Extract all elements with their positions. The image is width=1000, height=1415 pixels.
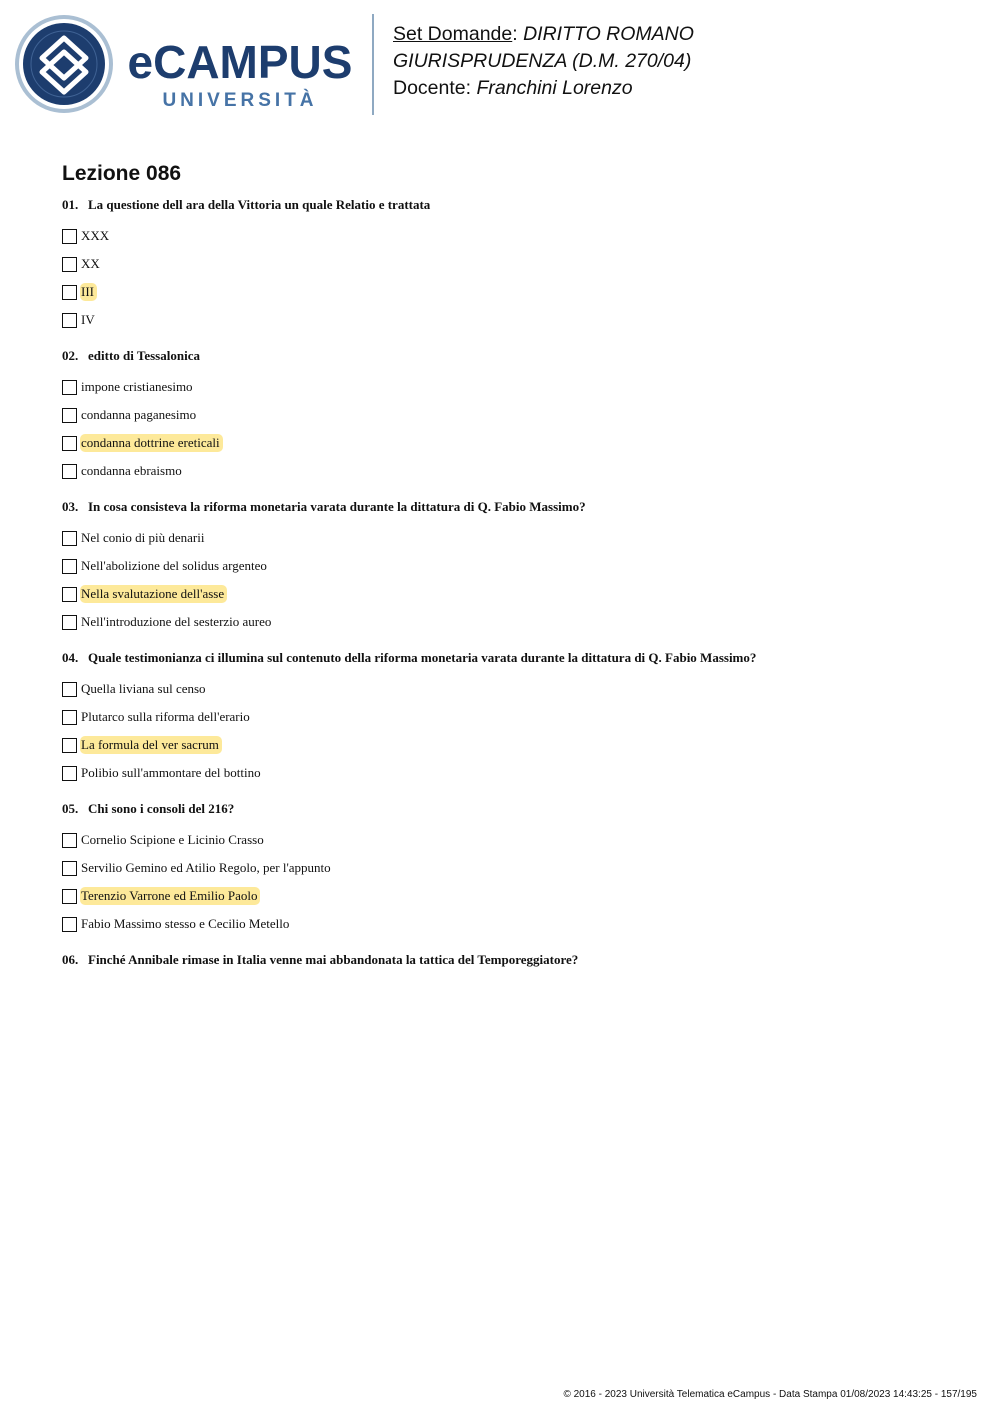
answer-checkbox[interactable] bbox=[62, 531, 77, 546]
answer-option[interactable] bbox=[62, 457, 962, 485]
question-text: La questione dell ara della Vittoria un quale Relatio e trattata bbox=[88, 197, 431, 212]
logo-name: eCAMPUS bbox=[127, 36, 353, 88]
question-4 bbox=[62, 649, 962, 787]
teacher-line bbox=[393, 75, 694, 102]
question-text: Quale testimonianza ci illumina sul contenuto della riforma monetaria varata durante la dittatura di Q. Fabio Massimo? bbox=[88, 650, 757, 665]
answer-text-highlighted: La formula del ver sacrum bbox=[80, 736, 222, 754]
answer-checkbox[interactable] bbox=[62, 889, 77, 904]
question-number: 03. bbox=[62, 499, 79, 514]
question-number: 05. bbox=[62, 801, 79, 816]
header-info bbox=[393, 21, 694, 102]
answer-text: Plutarco sulla riforma dell'erario bbox=[81, 709, 250, 724]
set-line: Set Domande: DIRITTO ROMANO bbox=[393, 23, 694, 45]
answer-text-highlighted: III bbox=[80, 283, 97, 301]
answer-checkbox[interactable] bbox=[62, 682, 77, 697]
answer-option[interactable] bbox=[62, 401, 962, 429]
ecampus-logo-graphic bbox=[14, 14, 359, 116]
question-heading bbox=[62, 498, 962, 516]
question-number: 01. bbox=[62, 197, 79, 212]
lesson-title: Lezione 086 bbox=[62, 162, 182, 185]
question-5 bbox=[62, 800, 962, 938]
set-label: Set Domande bbox=[393, 23, 513, 45]
answer-text: IV bbox=[81, 312, 95, 327]
answer-text: Nell'abolizione del solidus argenteo bbox=[81, 558, 267, 573]
answer-text: condanna paganesimo bbox=[81, 407, 197, 422]
answer-text: XXX bbox=[81, 228, 110, 243]
answer-option[interactable] bbox=[62, 826, 962, 854]
answer-text-highlighted: Terenzio Varrone ed Emilio Paolo bbox=[80, 887, 260, 905]
answer-option[interactable] bbox=[62, 731, 962, 759]
answer-checkbox[interactable] bbox=[62, 833, 77, 848]
answer-option[interactable] bbox=[62, 580, 962, 608]
question-heading bbox=[62, 196, 962, 214]
answer-text: impone cristianesimo bbox=[81, 379, 193, 394]
answer-checkbox[interactable] bbox=[62, 464, 77, 479]
question-3 bbox=[62, 498, 962, 636]
question-text: editto di Tessalonica bbox=[88, 348, 200, 363]
question-heading bbox=[62, 649, 962, 667]
answer-checkbox[interactable] bbox=[62, 257, 77, 272]
answer-option[interactable] bbox=[62, 910, 962, 938]
question-text: In cosa consisteva la riforma monetaria varata durante la dittatura di Q. Fabio Massimo? bbox=[88, 499, 586, 514]
answer-option[interactable] bbox=[62, 854, 962, 882]
teacher-label: Docente: bbox=[393, 77, 472, 99]
question-heading bbox=[62, 800, 962, 818]
answer-text: XX bbox=[81, 256, 100, 271]
answer-checkbox[interactable] bbox=[62, 380, 77, 395]
answer-option[interactable] bbox=[62, 608, 962, 636]
answer-text-highlighted: Nella svalutazione dell'asse bbox=[80, 585, 227, 603]
answer-checkbox[interactable] bbox=[62, 408, 77, 423]
ecampus-logo bbox=[14, 14, 359, 116]
answer-checkbox[interactable] bbox=[62, 229, 77, 244]
questions-list bbox=[62, 196, 962, 982]
set-value: DIRITTO ROMANO bbox=[523, 23, 694, 45]
answer-option[interactable] bbox=[62, 703, 962, 731]
answer-checkbox[interactable] bbox=[62, 559, 77, 574]
answer-text: condanna ebraismo bbox=[81, 463, 182, 478]
question-text: Finché Annibale rimase in Italia venne mai abbandonata la tattica del Temporeggiatore? bbox=[88, 952, 579, 967]
answer-text: Fabio Massimo stesso e Cecilio Metello bbox=[81, 916, 290, 931]
question-number: 04. bbox=[62, 650, 79, 665]
answer-text-highlighted: condanna dottrine ereticali bbox=[80, 434, 223, 452]
question-heading bbox=[62, 347, 962, 365]
answer-text: Cornelio Scipione e Licinio Crasso bbox=[81, 832, 264, 847]
answer-text: Nel conio di più denarii bbox=[81, 530, 205, 545]
header-divider bbox=[372, 14, 374, 115]
answer-checkbox[interactable] bbox=[62, 738, 77, 753]
question-2 bbox=[62, 347, 962, 485]
answer-text: Nell'introduzione del sesterzio aureo bbox=[81, 614, 272, 629]
answer-text: Polibio sull'ammontare del bottino bbox=[81, 765, 261, 780]
answer-checkbox[interactable] bbox=[62, 313, 77, 328]
answer-option[interactable] bbox=[62, 222, 962, 250]
answer-checkbox[interactable] bbox=[62, 861, 77, 876]
question-number: 02. bbox=[62, 348, 79, 363]
question-6 bbox=[62, 951, 962, 969]
answer-option[interactable] bbox=[62, 524, 962, 552]
footer-text: © 2016 - 2023 Università Telematica eCampus - Data Stampa 01/08/2023 14:43:25 - 157/195 bbox=[563, 1389, 977, 1400]
question-heading bbox=[62, 951, 962, 969]
teacher-name: Franchini Lorenzo bbox=[476, 77, 633, 99]
answer-option[interactable] bbox=[62, 759, 962, 787]
answer-checkbox[interactable] bbox=[62, 766, 77, 781]
logo-subtitle: UNIVERSITÀ bbox=[162, 90, 318, 111]
answer-option[interactable] bbox=[62, 250, 962, 278]
answer-checkbox[interactable] bbox=[62, 917, 77, 932]
answer-checkbox[interactable] bbox=[62, 710, 77, 725]
question-number: 06. bbox=[62, 952, 79, 967]
answer-option[interactable] bbox=[62, 278, 962, 306]
answer-option[interactable] bbox=[62, 882, 962, 910]
answer-option[interactable] bbox=[62, 552, 962, 580]
answer-option[interactable] bbox=[62, 373, 962, 401]
question-1 bbox=[62, 196, 962, 334]
answer-checkbox[interactable] bbox=[62, 587, 77, 602]
answer-text: Servilio Gemino ed Atilio Regolo, per l'appunto bbox=[81, 860, 331, 875]
answer-checkbox[interactable] bbox=[62, 285, 77, 300]
answer-option[interactable] bbox=[62, 306, 962, 334]
answer-checkbox[interactable] bbox=[62, 436, 77, 451]
answer-checkbox[interactable] bbox=[62, 615, 77, 630]
answer-option[interactable] bbox=[62, 675, 962, 703]
course-line: GIURISPRUDENZA (D.M. 270/04) bbox=[393, 50, 692, 72]
answer-option[interactable] bbox=[62, 429, 962, 457]
question-text: Chi sono i consoli del 216? bbox=[88, 801, 235, 816]
answer-text: Quella liviana sul censo bbox=[81, 681, 206, 696]
